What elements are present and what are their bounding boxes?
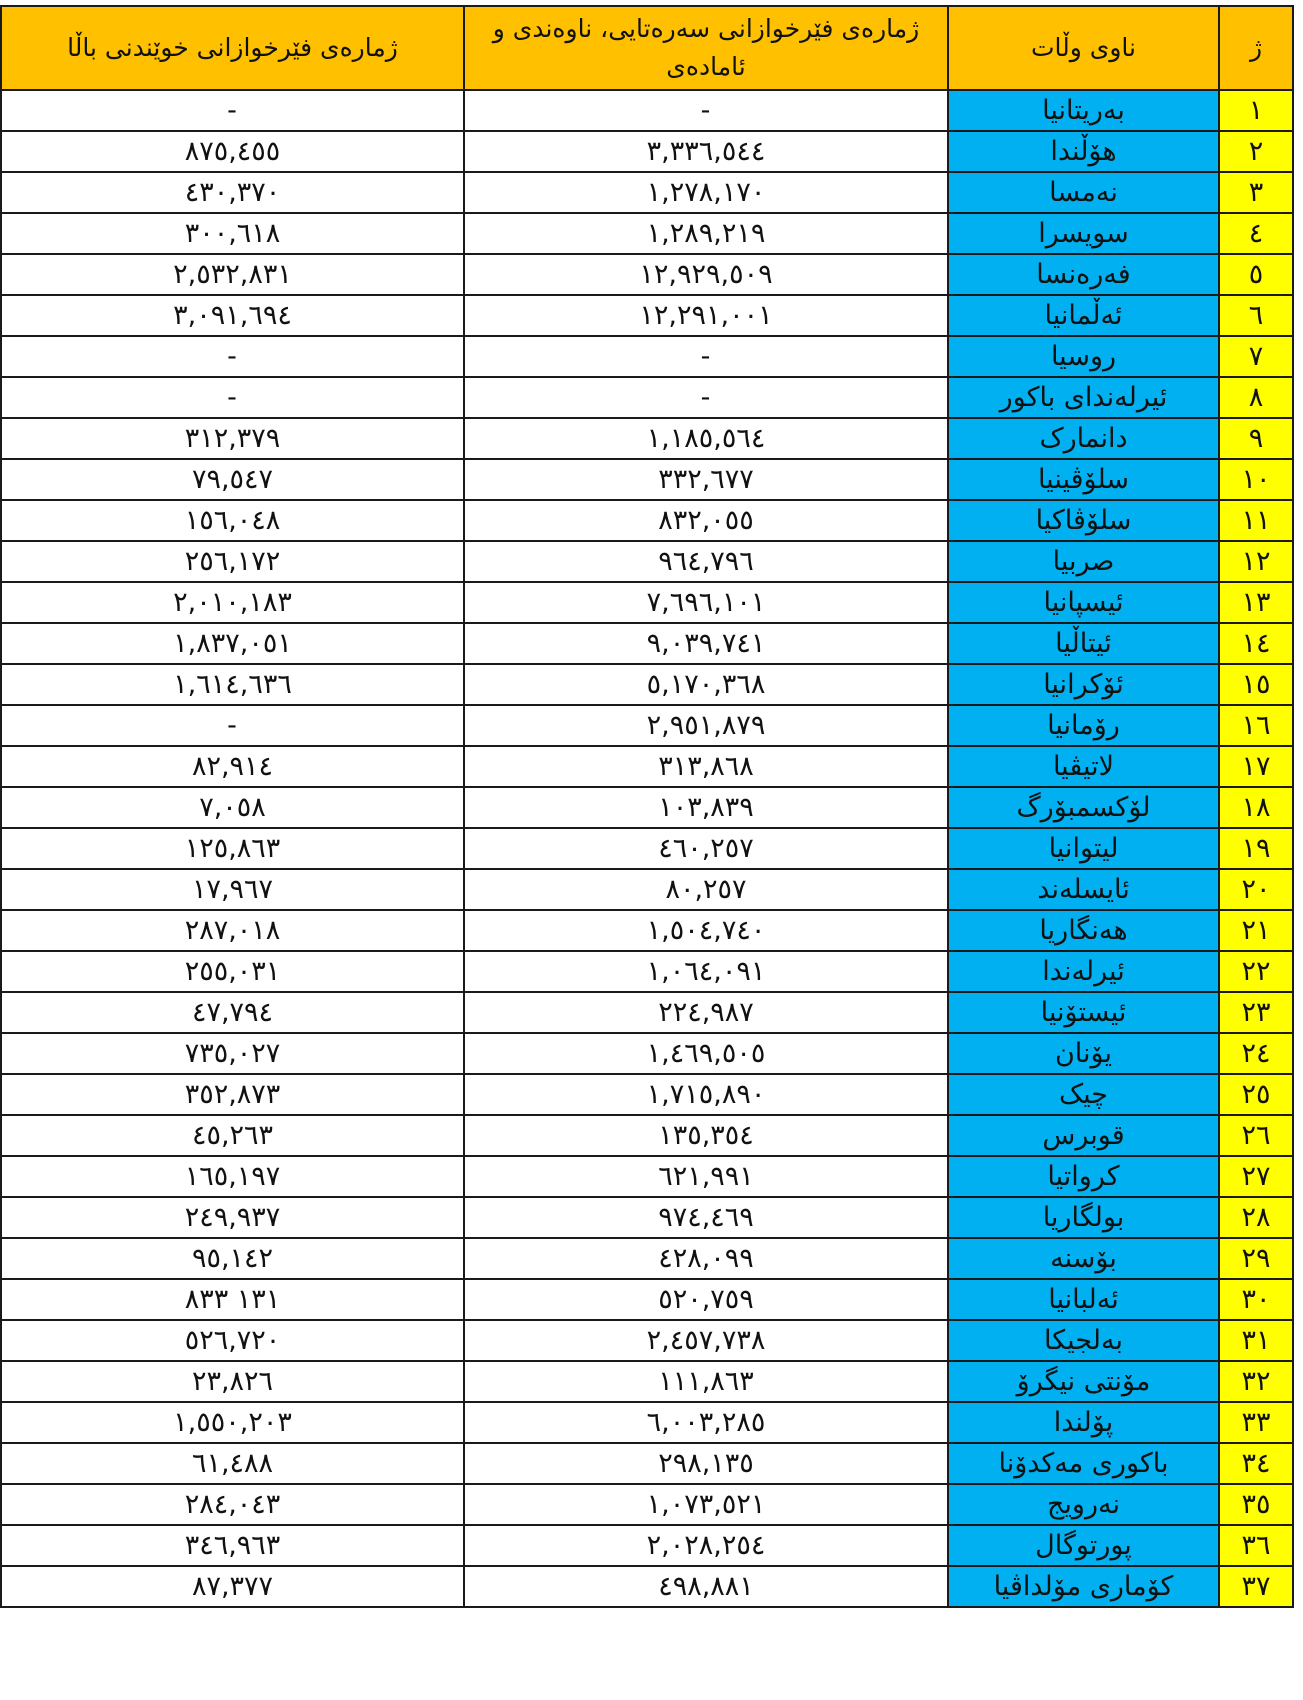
table-row xyxy=(1,1074,1293,1115)
table-header xyxy=(1,6,1293,90)
table-row xyxy=(1,1525,1293,1566)
higher-ed-count-cell: ٢٥٥,٠٣١ xyxy=(1,951,464,992)
country-name-cell: پۆلندا xyxy=(948,1402,1219,1443)
higher-ed-count-cell: - xyxy=(1,377,464,418)
country-name-cell: مۆنتی نیگرۆ xyxy=(948,1361,1219,1402)
row-index-cell: ٢١ xyxy=(1219,910,1293,951)
higher-ed-count-cell: ٣٤٦,٩٦٣ xyxy=(1,1525,464,1566)
country-name-cell: ئیسپانیا xyxy=(948,582,1219,623)
school-count-cell: ٢,٩٥١,٨٧٩ xyxy=(464,705,948,746)
table-row xyxy=(1,910,1293,951)
school-count-cell: ٤٩٨,٨٨١ xyxy=(464,1566,948,1607)
row-index-cell: ٢٥ xyxy=(1219,1074,1293,1115)
higher-ed-count-cell: ١,٦١٤,٦٣٦ xyxy=(1,664,464,705)
country-name-cell: باکوری مەکدۆنا xyxy=(948,1443,1219,1484)
country-name-cell: بولگاریا xyxy=(948,1197,1219,1238)
row-index-cell: ٩ xyxy=(1219,418,1293,459)
row-index-cell: ٣ xyxy=(1219,172,1293,213)
school-count-cell: ٥,١٧٠,٣٦٨ xyxy=(464,664,948,705)
table-row xyxy=(1,787,1293,828)
school-count-cell: - xyxy=(464,90,948,131)
country-name-cell: رۆمانیا xyxy=(948,705,1219,746)
country-name-cell: کۆماری مۆلداڤیا xyxy=(948,1566,1219,1607)
higher-ed-count-cell: - xyxy=(1,90,464,131)
school-count-cell: - xyxy=(464,377,948,418)
row-index-cell: ١ xyxy=(1219,90,1293,131)
table-row xyxy=(1,869,1293,910)
school-count-cell: ١٣٥,٣٥٤ xyxy=(464,1115,948,1156)
table-row xyxy=(1,131,1293,172)
row-index-cell: ٣٣ xyxy=(1219,1402,1293,1443)
higher-ed-count-cell: ١٦٥,١٩٧ xyxy=(1,1156,464,1197)
school-count-cell: ١١١,٨٦٣ xyxy=(464,1361,948,1402)
country-name-cell: لاتیڤیا xyxy=(948,746,1219,787)
school-count-cell: ١٢,٢٩١,٠٠١ xyxy=(464,295,948,336)
higher-ed-count-cell: ٦١,٤٨٨ xyxy=(1,1443,464,1484)
header-index: ژ xyxy=(1219,6,1293,90)
country-name-cell: ئیتاڵیا xyxy=(948,623,1219,664)
row-index-cell: ٤ xyxy=(1219,213,1293,254)
table-row xyxy=(1,705,1293,746)
header-row xyxy=(1,6,1293,90)
higher-ed-count-cell: ٤٧,٧٩٤ xyxy=(1,992,464,1033)
higher-ed-count-cell: ١٢٥,٨٦٣ xyxy=(1,828,464,869)
higher-ed-count-cell: ٣١٢,٣٧٩ xyxy=(1,418,464,459)
higher-ed-count-cell: ٣٠٠,٦١٨ xyxy=(1,213,464,254)
row-index-cell: ١٩ xyxy=(1219,828,1293,869)
school-count-cell: ٣١٣,٨٦٨ xyxy=(464,746,948,787)
table-row xyxy=(1,828,1293,869)
row-index-cell: ٥ xyxy=(1219,254,1293,295)
header-higher-ed: ژمارەی فێرخوازانی خوێندنی باڵا xyxy=(1,6,464,90)
higher-ed-count-cell: ٨٧٥,٤٥٥ xyxy=(1,131,464,172)
row-index-cell: ١٠ xyxy=(1219,459,1293,500)
school-count-cell: ٩٦٤,٧٩٦ xyxy=(464,541,948,582)
row-index-cell: ٢٧ xyxy=(1219,1156,1293,1197)
header-school: ژمارەی فێرخوازانی سەرەتایی، ناوەندی و ئامادەی xyxy=(464,6,948,90)
school-count-cell: ٩,٠٣٩,٧٤١ xyxy=(464,623,948,664)
country-name-cell: یۆنان xyxy=(948,1033,1219,1074)
row-index-cell: ١٢ xyxy=(1219,541,1293,582)
school-count-cell: ٣٣٢,٦٧٧ xyxy=(464,459,948,500)
higher-ed-count-cell: ٨٧,٣٧٧ xyxy=(1,1566,464,1607)
higher-ed-count-cell: ١,٥٥٠,٢٠٣ xyxy=(1,1402,464,1443)
higher-ed-count-cell: ٧٣٥,٠٢٧ xyxy=(1,1033,464,1074)
school-count-cell: ٦,٠٠٣,٢٨٥ xyxy=(464,1402,948,1443)
table-row xyxy=(1,1443,1293,1484)
country-name-cell: چیک xyxy=(948,1074,1219,1115)
country-name-cell: ئەڵمانیا xyxy=(948,295,1219,336)
school-count-cell: ١,٤٦٩,٥٠٥ xyxy=(464,1033,948,1074)
row-index-cell: ٣٦ xyxy=(1219,1525,1293,1566)
table-row xyxy=(1,213,1293,254)
country-name-cell: ئیستۆنیا xyxy=(948,992,1219,1033)
row-index-cell: ٢ xyxy=(1219,131,1293,172)
school-count-cell: ٩٧٤,٤٦٩ xyxy=(464,1197,948,1238)
row-index-cell: ١١ xyxy=(1219,500,1293,541)
higher-ed-count-cell: ٥٢٦,٧٢٠ xyxy=(1,1320,464,1361)
row-index-cell: ١٤ xyxy=(1219,623,1293,664)
school-count-cell: ١٠٣,٨٣٩ xyxy=(464,787,948,828)
higher-ed-count-cell: ٢٣,٨٢٦ xyxy=(1,1361,464,1402)
school-count-cell: ٨٣٢,٠٥٥ xyxy=(464,500,948,541)
row-index-cell: ٢٢ xyxy=(1219,951,1293,992)
row-index-cell: ٢٣ xyxy=(1219,992,1293,1033)
table-row xyxy=(1,90,1293,131)
school-count-cell: ٨٠,٢٥٧ xyxy=(464,869,948,910)
country-name-cell: هۆڵندا xyxy=(948,131,1219,172)
students-table xyxy=(0,5,1294,1608)
school-count-cell: ١,٢٧٨,١٧٠ xyxy=(464,172,948,213)
country-name-cell: نەرویج xyxy=(948,1484,1219,1525)
country-name-cell: بۆسنە xyxy=(948,1238,1219,1279)
table-row xyxy=(1,1033,1293,1074)
higher-ed-count-cell: - xyxy=(1,705,464,746)
higher-ed-count-cell: ٢,٥٣٢,٨٣١ xyxy=(1,254,464,295)
country-name-cell: لۆکسمبۆرگ xyxy=(948,787,1219,828)
country-name-cell: هەنگاریا xyxy=(948,910,1219,951)
higher-ed-count-cell: ٤٣٠,٣٧٠ xyxy=(1,172,464,213)
school-count-cell: ٢٢٤,٩٨٧ xyxy=(464,992,948,1033)
table-row xyxy=(1,1402,1293,1443)
higher-ed-count-cell: ١٥٦,٠٤٨ xyxy=(1,500,464,541)
row-index-cell: ٢٦ xyxy=(1219,1115,1293,1156)
higher-ed-count-cell: ٣,٠٩١,٦٩٤ xyxy=(1,295,464,336)
country-name-cell: دانمارک xyxy=(948,418,1219,459)
country-name-cell: بەلجیکا xyxy=(948,1320,1219,1361)
higher-ed-count-cell: ٢,٠١٠,١٨٣ xyxy=(1,582,464,623)
school-count-cell: ٧,٦٩٦,١٠١ xyxy=(464,582,948,623)
header-country: ناوی وڵات xyxy=(948,6,1219,90)
country-name-cell: لیتوانیا xyxy=(948,828,1219,869)
country-name-cell: پورتوگال xyxy=(948,1525,1219,1566)
table-row xyxy=(1,1484,1293,1525)
country-name-cell: ئەلبانیا xyxy=(948,1279,1219,1320)
school-count-cell: ١,١٨٥,٥٦٤ xyxy=(464,418,948,459)
country-name-cell: ئیرلەندای باکور xyxy=(948,377,1219,418)
country-name-cell: ئۆکرانیا xyxy=(948,664,1219,705)
row-index-cell: ٣٧ xyxy=(1219,1566,1293,1607)
higher-ed-count-cell: ٢٥٦,١٧٢ xyxy=(1,541,464,582)
row-index-cell: ٢٤ xyxy=(1219,1033,1293,1074)
country-name-cell: نەمسا xyxy=(948,172,1219,213)
school-count-cell: - xyxy=(464,336,948,377)
country-name-cell: کرواتیا xyxy=(948,1156,1219,1197)
table-row xyxy=(1,541,1293,582)
row-index-cell: ٢٨ xyxy=(1219,1197,1293,1238)
school-count-cell: ١,٢٨٩,٢١٩ xyxy=(464,213,948,254)
students-table-container xyxy=(0,5,1292,1608)
school-count-cell: ٢,٠٢٨,٢٥٤ xyxy=(464,1525,948,1566)
higher-ed-count-cell: ٢٨٧,٠١٨ xyxy=(1,910,464,951)
school-count-cell: ٣,٣٣٦,٥٤٤ xyxy=(464,131,948,172)
table-row xyxy=(1,1361,1293,1402)
higher-ed-count-cell: ٤٥,٢٦٣ xyxy=(1,1115,464,1156)
school-count-cell: ١,٠٦٤,٠٩١ xyxy=(464,951,948,992)
country-name-cell: سلۆڤینیا xyxy=(948,459,1219,500)
country-name-cell: روسیا xyxy=(948,336,1219,377)
table-row xyxy=(1,951,1293,992)
row-index-cell: ٨ xyxy=(1219,377,1293,418)
table-row xyxy=(1,582,1293,623)
table-row xyxy=(1,992,1293,1033)
row-index-cell: ٦ xyxy=(1219,295,1293,336)
school-count-cell: ١,٧١٥,٨٩٠ xyxy=(464,1074,948,1115)
school-count-cell: ٦٢١,٩٩١ xyxy=(464,1156,948,1197)
table-row xyxy=(1,1566,1293,1607)
row-index-cell: ٢٠ xyxy=(1219,869,1293,910)
table-row xyxy=(1,1320,1293,1361)
table-row xyxy=(1,377,1293,418)
higher-ed-count-cell: ٢٨٤,٠٤٣ xyxy=(1,1484,464,1525)
higher-ed-count-cell: ٢٤٩,٩٣٧ xyxy=(1,1197,464,1238)
row-index-cell: ٧ xyxy=(1219,336,1293,377)
higher-ed-count-cell: ٣٥٢,٨٧٣ xyxy=(1,1074,464,1115)
higher-ed-count-cell: ٧,٠٥٨ xyxy=(1,787,464,828)
row-index-cell: ٣٥ xyxy=(1219,1484,1293,1525)
table-row xyxy=(1,336,1293,377)
school-count-cell: ١,٥٠٤,٧٤٠ xyxy=(464,910,948,951)
higher-ed-count-cell: ٧٩,٥٤٧ xyxy=(1,459,464,500)
row-index-cell: ٣١ xyxy=(1219,1320,1293,1361)
school-count-cell: ٤٦٠,٢٥٧ xyxy=(464,828,948,869)
higher-ed-count-cell: ١,٨٣٧,٠٥١ xyxy=(1,623,464,664)
table-row xyxy=(1,1238,1293,1279)
higher-ed-count-cell: ٨٢,٩١٤ xyxy=(1,746,464,787)
table-row xyxy=(1,623,1293,664)
table-row xyxy=(1,418,1293,459)
country-name-cell: ئیرلەندا xyxy=(948,951,1219,992)
row-index-cell: ١٧ xyxy=(1219,746,1293,787)
table-row xyxy=(1,1115,1293,1156)
school-count-cell: ١,٠٧٣,٥٢١ xyxy=(464,1484,948,1525)
table-row xyxy=(1,500,1293,541)
country-name-cell: سویسرا xyxy=(948,213,1219,254)
school-count-cell: ٥٢٠,٧٥٩ xyxy=(464,1279,948,1320)
country-name-cell: ئایسلەند xyxy=(948,869,1219,910)
table-row xyxy=(1,1156,1293,1197)
country-name-cell: فەرەنسا xyxy=(948,254,1219,295)
row-index-cell: ٢٩ xyxy=(1219,1238,1293,1279)
table-row xyxy=(1,664,1293,705)
school-count-cell: ٤٢٨,٠٩٩ xyxy=(464,1238,948,1279)
higher-ed-count-cell: - xyxy=(1,336,464,377)
row-index-cell: ١٥ xyxy=(1219,664,1293,705)
table-row xyxy=(1,254,1293,295)
row-index-cell: ٣٠ xyxy=(1219,1279,1293,1320)
country-name-cell: قوبرس xyxy=(948,1115,1219,1156)
school-count-cell: ٢,٤٥٧,٧٣٨ xyxy=(464,1320,948,1361)
table-row xyxy=(1,295,1293,336)
table-row xyxy=(1,459,1293,500)
row-index-cell: ١٣ xyxy=(1219,582,1293,623)
country-name-cell: سلۆڤاکیا xyxy=(948,500,1219,541)
school-count-cell: ١٢,٩٢٩,٥٠٩ xyxy=(464,254,948,295)
row-index-cell: ١٨ xyxy=(1219,787,1293,828)
higher-ed-count-cell: ١٧,٩٦٧ xyxy=(1,869,464,910)
higher-ed-count-cell: ٩٥,١٤٢ xyxy=(1,1238,464,1279)
row-index-cell: ١٦ xyxy=(1219,705,1293,746)
row-index-cell: ٣٤ xyxy=(1219,1443,1293,1484)
row-index-cell: ٣٢ xyxy=(1219,1361,1293,1402)
table-row xyxy=(1,1197,1293,1238)
higher-ed-count-cell: ١٣١ ٨٣٣ xyxy=(1,1279,464,1320)
table-body xyxy=(1,90,1293,1607)
table-row xyxy=(1,1279,1293,1320)
country-name-cell: بەریتانیا xyxy=(948,90,1219,131)
country-name-cell: صربیا xyxy=(948,541,1219,582)
table-row xyxy=(1,172,1293,213)
school-count-cell: ٢٩٨,١٣٥ xyxy=(464,1443,948,1484)
table-row xyxy=(1,746,1293,787)
